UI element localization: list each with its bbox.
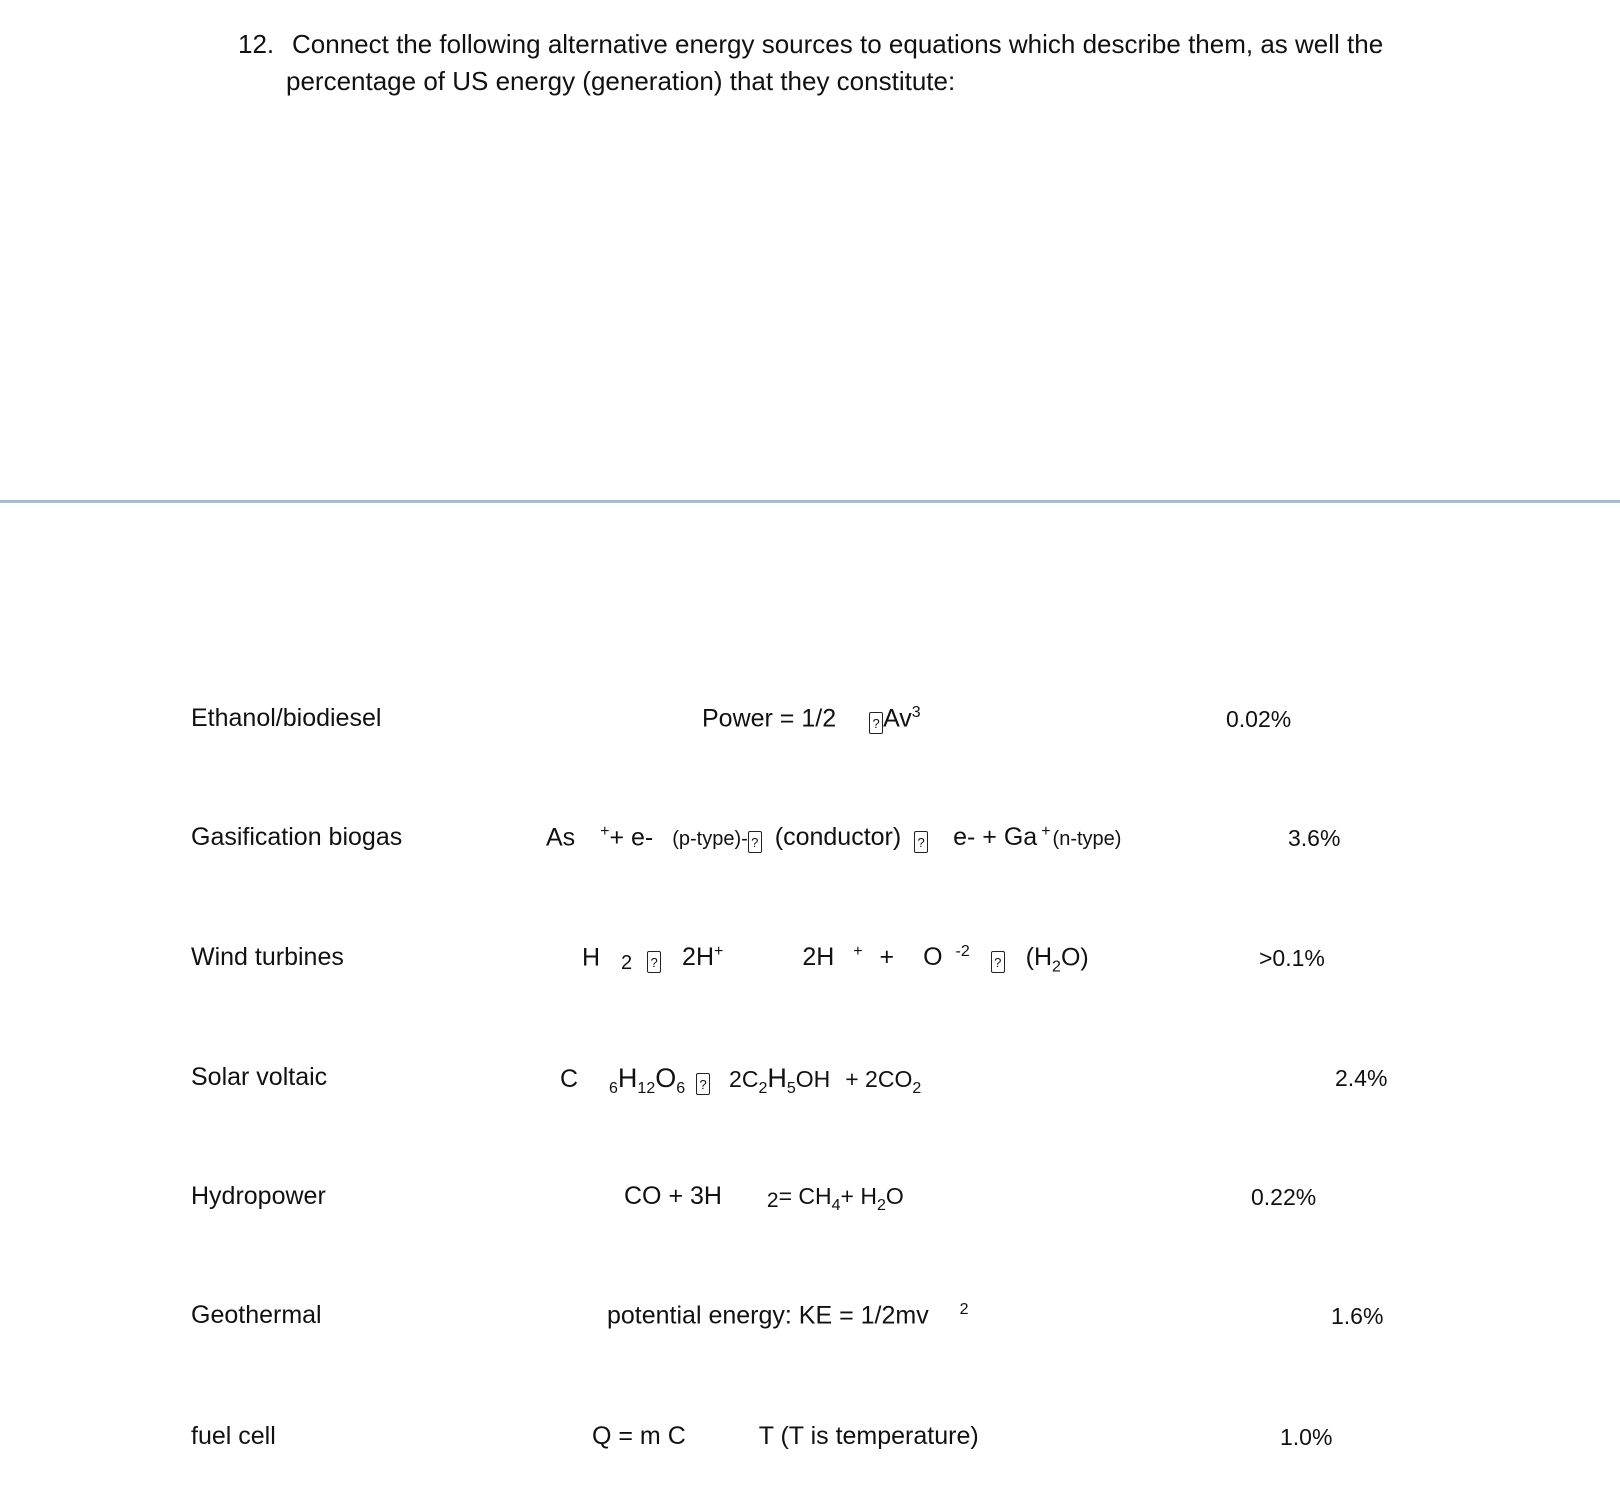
source-solar-voltaic: Solar voltaic <box>191 1063 328 1091</box>
equation-text: T (T is temperature) <box>758 1422 979 1450</box>
percentage-7: 1.0% <box>1280 1424 1333 1450</box>
equation-text: 2C <box>729 1066 759 1092</box>
equation-superscript: + <box>853 943 863 960</box>
equation-fermentation <box>560 1063 921 1098</box>
equation-text: H <box>617 1063 638 1093</box>
equation-subscript: 2 <box>766 1189 779 1212</box>
equation-superscript: + <box>714 943 724 960</box>
question-number: 12. <box>238 29 275 59</box>
equation-subscript: 6 <box>609 1080 618 1097</box>
missing-glyph-box: ? <box>869 712 883 734</box>
equation-text: = CH <box>778 1183 832 1209</box>
equation-subscript: 12 <box>637 1080 656 1097</box>
source-fuel-cell: fuel cell <box>191 1422 276 1450</box>
equation-kinetic-energy <box>607 1301 969 1330</box>
equation-text: Q = m C <box>592 1422 686 1450</box>
percentage-5: 0.22% <box>1251 1184 1317 1210</box>
equation-heat <box>592 1422 979 1451</box>
equation-text: As <box>546 823 576 852</box>
percentage-2: 3.6% <box>1288 825 1341 851</box>
equation-superscript: + <box>600 823 610 840</box>
equation-subscript: 5 <box>786 1080 796 1097</box>
equation-subscript: 2 <box>1052 958 1061 976</box>
source-wind-turbines: Wind turbines <box>191 943 344 971</box>
equation-text: potential energy: KE = 1/2mv <box>607 1301 929 1330</box>
source-gasification-biogas: Gasification biogas <box>191 823 403 851</box>
equation-text: H <box>582 943 601 972</box>
equation-subscript: 2 <box>621 952 633 975</box>
percentage-4: 2.4% <box>1335 1065 1388 1091</box>
equation-text: (H <box>1025 943 1053 972</box>
equation-text: (conductor) <box>774 823 902 852</box>
missing-glyph-box: ? <box>914 831 928 853</box>
missing-glyph-box: ? <box>991 951 1005 973</box>
source-geothermal: Geothermal <box>191 1301 322 1329</box>
equation-superscript: + <box>1041 823 1051 840</box>
equation-text: 2H <box>682 943 715 972</box>
equation-text: + <box>879 943 895 972</box>
equation-text: O <box>885 1183 904 1209</box>
equation-exponent: 3 <box>911 704 921 721</box>
equation-subscript: 6 <box>676 1080 686 1097</box>
equation-subscript: 2 <box>912 1080 922 1097</box>
equation-subscript: 4 <box>831 1197 841 1214</box>
missing-glyph-box: ? <box>647 951 661 973</box>
equation-text: (n-type) <box>1052 828 1122 851</box>
equation-text: Av <box>883 704 912 733</box>
equation-text: OH <box>795 1066 831 1092</box>
question-text-line-2: percentage of US energy (generation) that they constitute: <box>286 66 956 96</box>
equation-text: CO + 3H <box>624 1182 722 1210</box>
equation-subscript: 2 <box>876 1197 886 1214</box>
percentage-6: 1.6% <box>1331 1303 1384 1329</box>
equation-superscript: -2 <box>955 943 970 960</box>
equation-text: e- + Ga <box>953 823 1038 852</box>
equation-hydrogen <box>582 943 1089 976</box>
equation-wind-power <box>702 704 921 734</box>
equation-methanation <box>624 1182 904 1215</box>
equation-text: O <box>655 1063 677 1093</box>
equation-text: 2H <box>802 943 835 972</box>
section-divider <box>0 500 1620 503</box>
equation-text: O <box>923 943 943 972</box>
equation-superscript: 2 <box>959 1301 969 1318</box>
equation-text: H <box>767 1063 787 1093</box>
equation-text: + 2CO <box>845 1066 913 1092</box>
equation-text: O) <box>1060 943 1089 972</box>
equation-text: C <box>560 1065 579 1093</box>
equation-text: + e- <box>609 823 654 852</box>
missing-glyph-box: ? <box>696 1073 710 1095</box>
percentage-3: >0.1% <box>1259 945 1325 971</box>
missing-glyph-box: ? <box>748 831 762 853</box>
source-hydropower: Hydropower <box>191 1182 326 1210</box>
equation-semiconductor <box>546 823 1121 853</box>
equation-text: + H <box>840 1183 877 1209</box>
question-text-line-1: Connect the following alternative energy sources to equations which describe them, as well the <box>292 29 1384 59</box>
equation-text: (p-type)- <box>672 828 748 851</box>
equation-subscript: 2 <box>758 1080 768 1097</box>
percentage-1: 0.02% <box>1226 706 1292 732</box>
equation-text: Power = 1/2 <box>702 704 837 733</box>
source-ethanol-biodiesel: Ethanol/biodiesel <box>191 704 382 732</box>
